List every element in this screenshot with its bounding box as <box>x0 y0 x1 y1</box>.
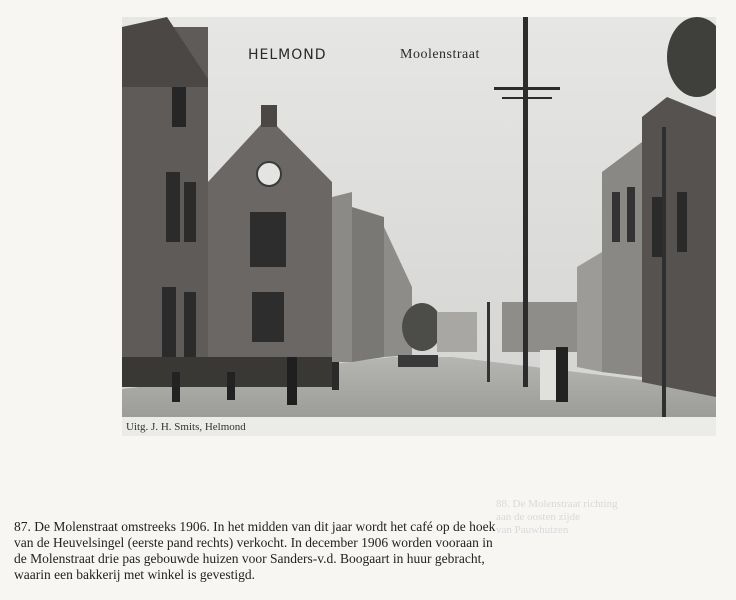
street-photo <box>122 17 716 417</box>
photo-publisher-credit: Uitg. J. H. Smits, Helmond <box>126 421 246 433</box>
caption-line: de Molenstraat drie pas gebouwde huizen voor Sanders-v.d. Boogaart in huur gebracht, <box>14 551 485 566</box>
ghost-line: aan de oosten zijde <box>496 511 580 523</box>
historic-photo-frame <box>122 17 716 436</box>
photo-street-title: Moolenstraat <box>400 47 480 62</box>
photo-caption <box>14 519 614 583</box>
ghost-line: 88. De Molenstraat richting <box>496 498 618 510</box>
caption-line: van de Heuvelsingel (eerste pand rechts) verkocht. In december 1906 worden vooraan in <box>14 535 493 550</box>
street-scene-illustration <box>122 17 716 417</box>
photo-place-title: HELMOND <box>248 47 327 63</box>
ghost-line: van Pauwhuizen <box>496 524 569 536</box>
caption-line: 87. De Molenstraat omstreeks 1906. In het midden van dit jaar wordt het café op de hoek <box>14 519 496 534</box>
caption-line: waarin een bakkerij met winkel is gevestigd. <box>14 567 256 582</box>
